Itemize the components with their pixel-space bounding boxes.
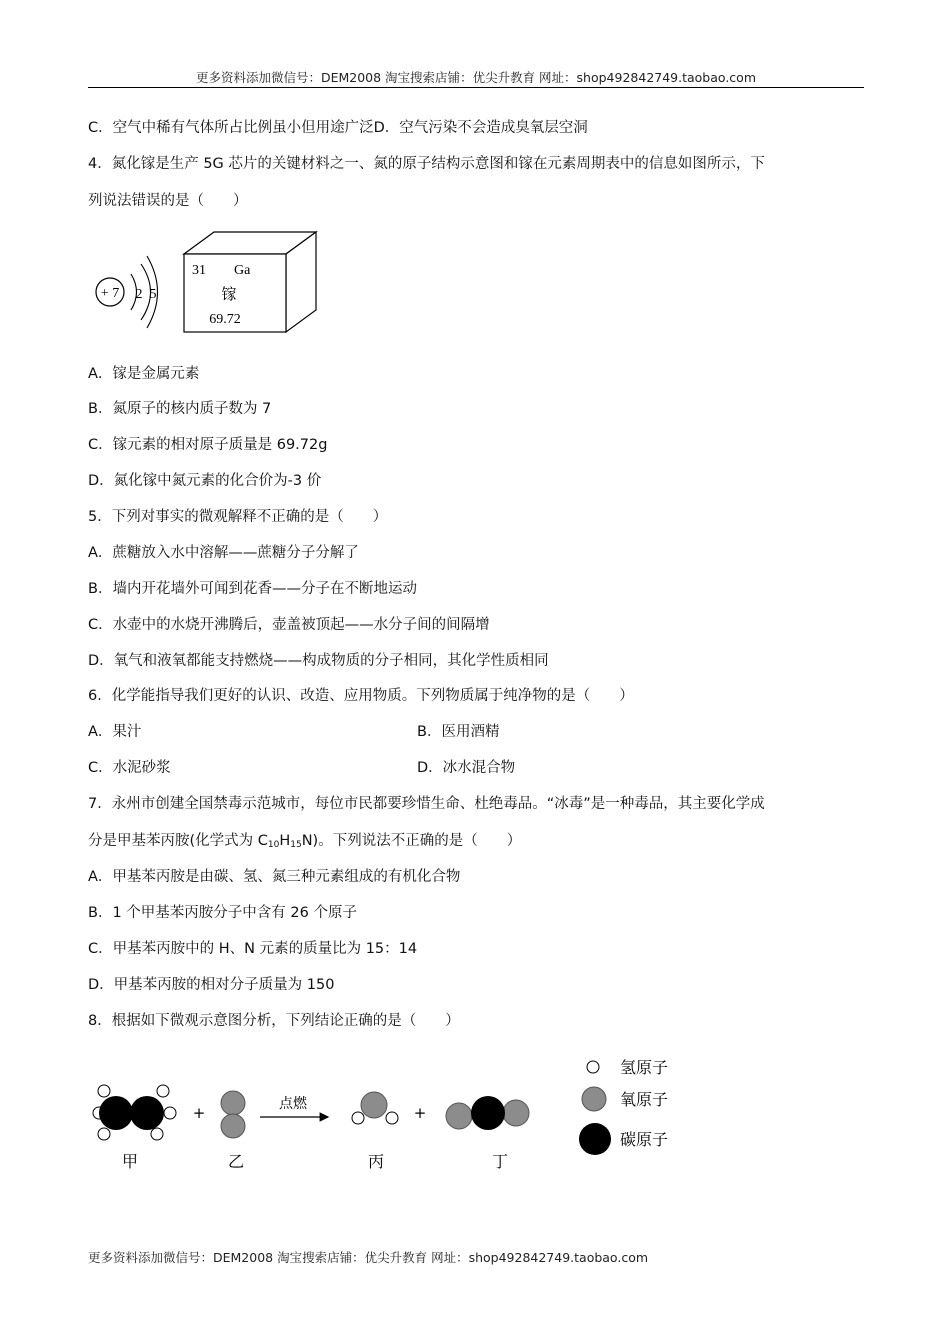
q5-option-a: A．蔗糖放入水中溶解——蔗糖分子分解了 — [88, 545, 359, 561]
q5-option-b: B．墙内开花墙外可闻到花香——分子在不断地运动 — [88, 581, 417, 597]
oxygen-atom — [503, 1100, 529, 1126]
q4-option-c: C．镓元素的相对原子质量是 69.72g — [88, 437, 328, 453]
q5-option-c: C．水壶中的水烧开沸腾后，壶盖被顶起——水分子间的间隔增 — [88, 617, 490, 633]
oxygen-atom — [221, 1091, 245, 1115]
reaction-arrow — [260, 1095, 328, 1117]
q4-stem-line1: 4．氮化镓是生产 5G 芯片的关键材料之一、氮的原子结构示意图和镓在元素周期表中的信息如图所示，下 — [88, 156, 765, 172]
label-jia: 甲 — [121, 1152, 139, 1171]
q3-option-d: D．空气污染不会造成臭氧层空洞 — [373, 120, 588, 136]
q4-figure — [88, 226, 328, 338]
oxygen-atom — [361, 1092, 387, 1118]
q6-option-d: D．冰水混合物 — [417, 760, 516, 776]
label-bing: 丙 — [367, 1152, 385, 1171]
hydrogen-atom — [164, 1107, 176, 1119]
element-name: 镓 — [221, 285, 237, 303]
hydrogen-atom — [98, 1128, 110, 1140]
q3-option-c: C．空气中稀有气体所占比例虽小但用途广泛 — [88, 120, 374, 136]
q6-option-b: B．医用酒精 — [417, 724, 500, 740]
q7-stem-line2 — [88, 831, 521, 855]
reaction-condition: 点燃 — [279, 1096, 307, 1112]
oxygen-atom — [221, 1114, 245, 1138]
q7-stem-line1: 7．永州市创建全国禁毒示范城市，每位市民都要珍惜生命、杜绝毒品。“冰毒”是一种毒品，其主要化学成 — [88, 796, 765, 812]
shell-1-electrons: 2 — [135, 287, 143, 302]
nitrogen-atom-diagram — [96, 256, 158, 328]
page-footer: 更多资料添加微信号：DEM2008 淘宝搜索店铺：优尖升教育 网址：shop492842749.taobao.com — [88, 1250, 649, 1265]
legend-oxygen-icon — [582, 1087, 606, 1111]
label-yi: 乙 — [227, 1152, 245, 1171]
q7-option-b: B．1 个甲基苯丙胺分子中含有 26 个原子 — [88, 905, 357, 921]
q8-stem: 8．根据如下微观示意图分析，下列结论正确的是（ ） — [88, 1013, 460, 1029]
legend-hydrogen-label: 氢原子 — [620, 1058, 669, 1077]
molecule-yi — [221, 1091, 245, 1171]
legend-oxygen-label: 氧原子 — [620, 1090, 669, 1109]
atomic-number: 31 — [192, 263, 206, 278]
hydrogen-atom — [352, 1112, 364, 1124]
q6-option-a: A．果汁 — [88, 724, 142, 740]
molecule-ding — [446, 1096, 529, 1171]
carbon-atom — [471, 1096, 505, 1130]
molecule-bing — [352, 1092, 398, 1171]
hydrogen-atom — [157, 1085, 169, 1097]
q7-stem-text-end: N)。下列说法不正确的是（ ） — [301, 833, 522, 849]
nucleus-charge: + 7 — [100, 286, 120, 301]
q7-option-a: A．甲基苯丙胺是由碳、氢、氮三种元素组成的有机化合物 — [88, 869, 461, 885]
legend-carbon-icon — [579, 1123, 611, 1155]
molecule-jia — [93, 1085, 176, 1171]
hydrogen-atom — [98, 1085, 110, 1097]
gallium-element-card — [184, 232, 316, 332]
legend-hydrogen-icon — [587, 1061, 599, 1073]
formula-hydrogen-symbol: H — [279, 833, 291, 849]
q4-stem-line2: 列说法错误的是（ ） — [88, 193, 248, 209]
q3-options-line — [88, 118, 588, 138]
q5-option-d: D．氧气和液氧都能支持燃烧——构成物质的分子相同，其化学性质相同 — [88, 653, 549, 669]
plus-sign: + — [413, 1104, 427, 1122]
q4-option-d: D．氮化镓中氮元素的化合价为-3 价 — [88, 473, 322, 489]
q5-stem: 5．下列对事实的微观解释不正确的是（ ） — [88, 509, 388, 525]
q7-option-d: D．甲基苯丙胺的相对分子质量为 150 — [88, 977, 335, 993]
atomic-mass: 69.72 — [209, 312, 241, 327]
q7-stem-text: 分是甲基苯丙胺(化学式为 C — [88, 833, 268, 849]
element-symbol: Ga — [234, 263, 251, 278]
shell-2-electrons: 5 — [149, 287, 157, 302]
carbon-atom — [99, 1096, 133, 1130]
q7-option-c: C．甲基苯丙胺中的 H、N 元素的质量比为 15：14 — [88, 941, 418, 957]
atom-legend — [579, 1058, 668, 1155]
q4-option-b: B．氮原子的核内质子数为 7 — [88, 401, 272, 417]
plus-sign: + — [192, 1104, 206, 1122]
q4-option-a: A．镓是金属元素 — [88, 366, 200, 382]
hydrogen-atom — [386, 1112, 398, 1124]
q6-stem: 6．化学能指导我们更好的认识、改造、应用物质。下列物质属于纯净物的是（ ） — [88, 688, 634, 704]
carbon-atom — [130, 1096, 164, 1130]
label-ding: 丁 — [491, 1152, 509, 1171]
hydrogen-atom — [151, 1128, 163, 1140]
formula-carbon-subscript: 10 — [267, 840, 280, 850]
header-divider — [88, 87, 864, 88]
q8-reaction-figure — [80, 1046, 720, 1180]
oxygen-atom — [446, 1103, 472, 1129]
q6-option-c: C．水泥砂浆 — [88, 760, 171, 776]
page-header: 更多资料添加微信号：DEM2008 淘宝搜索店铺：优尖升教育 网址：shop492842749.taobao.com — [195, 70, 757, 85]
formula-hydrogen-subscript: 15 — [290, 840, 302, 850]
legend-carbon-label: 碳原子 — [620, 1130, 669, 1149]
